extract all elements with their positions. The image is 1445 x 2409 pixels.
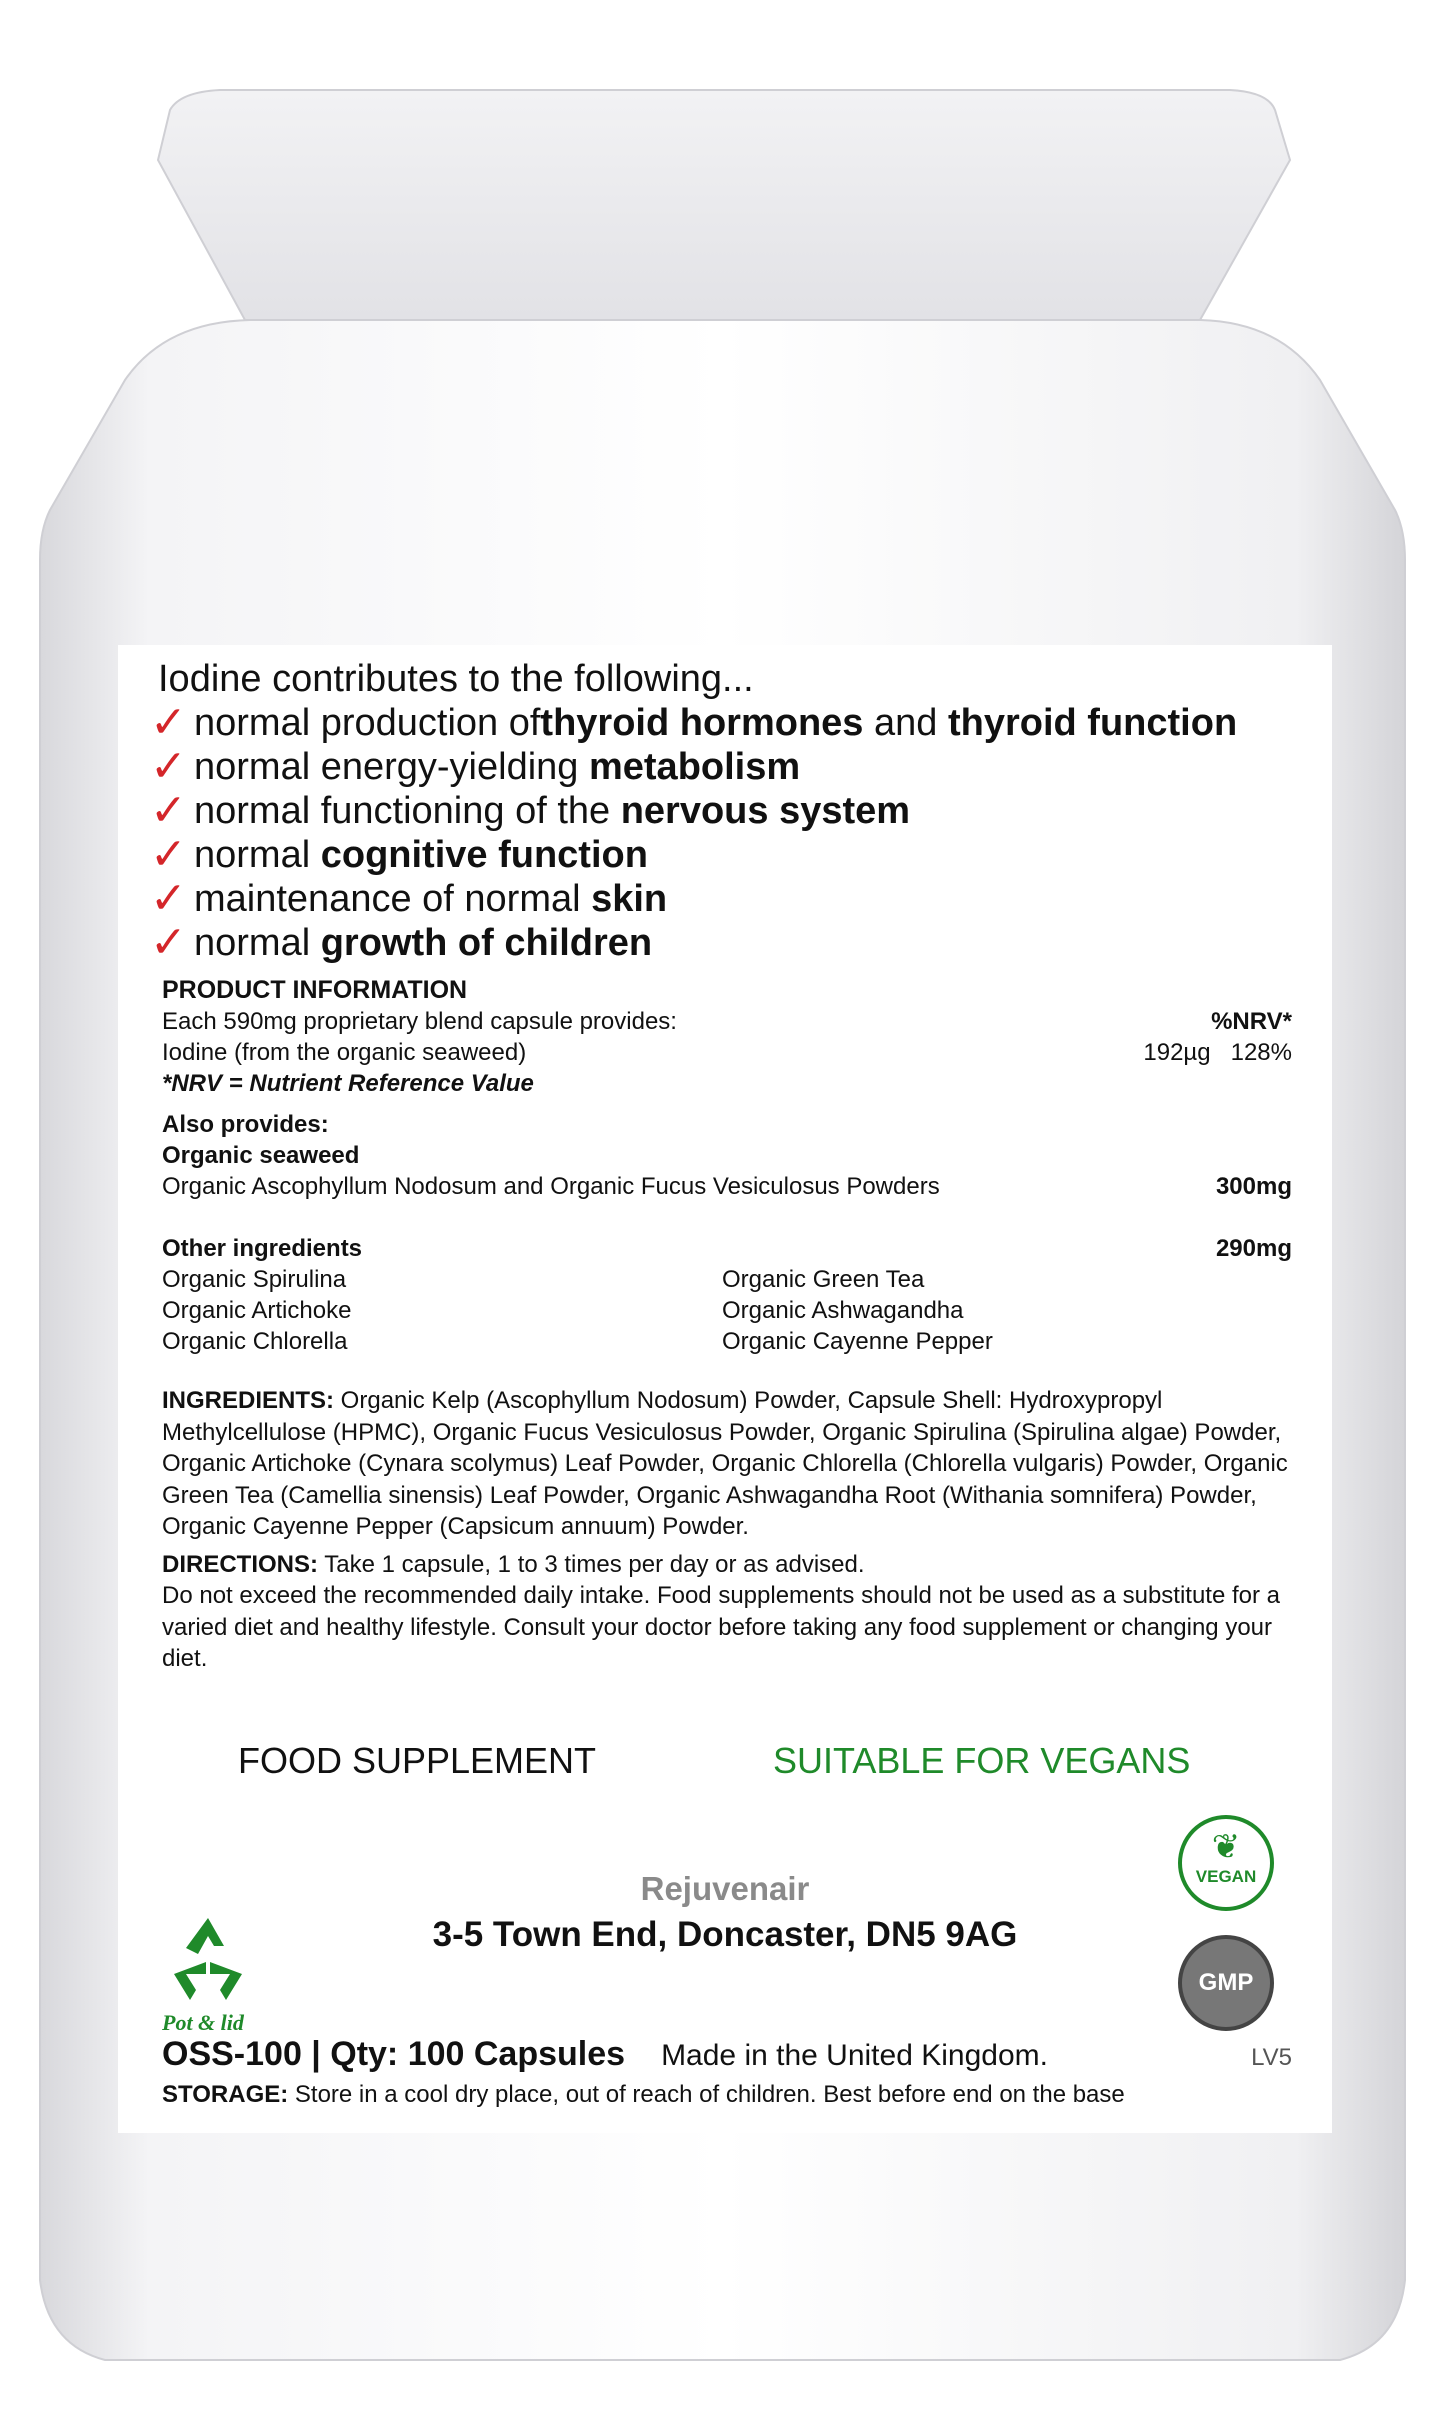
address: 3-5 Town End, Doncaster, DN5 9AG: [432, 1915, 1018, 1954]
directions-label: DIRECTIONS:: [162, 1550, 318, 1578]
storage-line: [162, 2081, 1125, 2109]
lot-version: LV5: [1251, 2044, 1292, 2071]
food-supplement-text: FOOD SUPPLEMENT: [238, 1740, 597, 1781]
storage-text: Store in a cool dry place, out of reach of children. Best before end on the base: [288, 2081, 1125, 2108]
also-provides: Also provides:: [162, 1111, 329, 1138]
other-heading: Other ingredients: [162, 1235, 363, 1262]
other-ingredient: Organic Chlorella: [162, 1328, 348, 1355]
product-information: [162, 975, 1292, 1357]
gmp-badge-label: GMP: [1198, 1969, 1254, 1996]
check-icon: ✓: [150, 742, 187, 791]
check-icon: ✓: [150, 918, 187, 967]
claim-item: ✓ normal cognitive function: [150, 830, 648, 879]
product-info-heading: PRODUCT INFORMATION: [162, 976, 468, 1004]
nrv-header: %NRV*: [1211, 1008, 1292, 1035]
claim-item: ✓ normal energy-yielding metabolism: [150, 742, 801, 791]
footer-line: [162, 2035, 1292, 2074]
ingredients-block: [162, 1385, 1292, 1675]
ingredients-label: INGREDIENTS:: [162, 1387, 335, 1414]
claim-item: ✓ normal production of thyroid hormones and thyroid function: [150, 698, 1238, 747]
other-ingredient: Organic Artichoke: [162, 1297, 352, 1324]
bottle-lid: [158, 90, 1290, 320]
brand-name: Rejuvenair: [640, 1870, 810, 1907]
vegan-badge-label: VEGAN: [1195, 1867, 1257, 1886]
vegan-leaf-icon: ❦: [1211, 1828, 1241, 1866]
check-icon: ✓: [150, 874, 187, 923]
iodine-amount: 192µg: [1143, 1039, 1211, 1066]
check-icon: ✓: [150, 698, 187, 747]
check-icon: ✓: [150, 786, 187, 835]
product-label: [118, 645, 1332, 2133]
storage-label: STORAGE:: [162, 2081, 289, 2108]
claim-item: ✓ normal functioning of the nervous system: [150, 786, 911, 835]
iodine-nrv: 128%: [1230, 1039, 1292, 1066]
recycle-icon: [158, 1910, 258, 2010]
other-ingredient: Organic Cayenne Pepper: [722, 1328, 993, 1355]
pot-lid-text: Pot & lid: [162, 2010, 244, 2035]
ingredients-text: Organic Kelp (Ascophyllum Nodosum) Powder, Capsule Shell: Hydroxypropyl Methylcellulose (HPMC), Organic Fucus Vesiculosus Powder, Organic Spirulina (Spirulina algae) Powder, Organic Artichoke (Cynara scolymus) Leaf Powder, Organic Chlorella (Chlorella vulgaris) Powder, Organic Green Tea (Camellia sinensis) Leaf Powder, Organic Ashwagandha Root (Withania somnifera) Powder, Organic Cayenne Pepper (Capsicum annuum) Powder.: [162, 1387, 1288, 1540]
claim-item: ✓ maintenance of normal skin: [150, 874, 668, 923]
seaweed-heading: Organic seaweed: [162, 1142, 360, 1169]
claims-intro: Iodine contributes to the following...: [158, 658, 754, 700]
other-ingredient: Organic Ashwagandha: [722, 1297, 964, 1324]
other-ingredient: Organic Spirulina: [162, 1266, 347, 1293]
seaweed-amount: 300mg: [1215, 1173, 1292, 1200]
claims-list: [150, 657, 1238, 967]
capsule-line: Each 590mg proprietary blend capsule provides:: [162, 1008, 677, 1035]
seaweed-line: Organic Ascophyllum Nodosum and Organic Fucus Vesiculosus Powders: [162, 1173, 940, 1200]
claim-item: ✓ normal growth of children: [150, 918, 653, 967]
made-in: Made in the United Kingdom.: [661, 2039, 1048, 2072]
other-ingredients-grid: [162, 1264, 1292, 1357]
nrv-note: *NRV = Nutrient Reference Value: [162, 1070, 534, 1097]
directions-warning: Do not exceed the recommended daily intake. Food supplements should not be used as a substitute for a varied diet and healthy lifestyle. Consult your doctor before taking any food supplement or changing your diet.: [162, 1582, 1281, 1672]
other-ingredient: Organic Green Tea: [722, 1266, 925, 1293]
iodine-label: Iodine (from the organic seaweed): [162, 1039, 527, 1066]
suitable-for-vegans-text: SUITABLE FOR VEGANS: [773, 1740, 1191, 1781]
check-icon: ✓: [150, 830, 187, 879]
directions-text: Take 1 capsule, 1 to 3 times per day or as advised.: [318, 1550, 865, 1578]
sku-quantity: OSS-100 | Qty: 100 Capsules: [162, 2035, 626, 2073]
other-amount: 290mg: [1215, 1235, 1292, 1262]
